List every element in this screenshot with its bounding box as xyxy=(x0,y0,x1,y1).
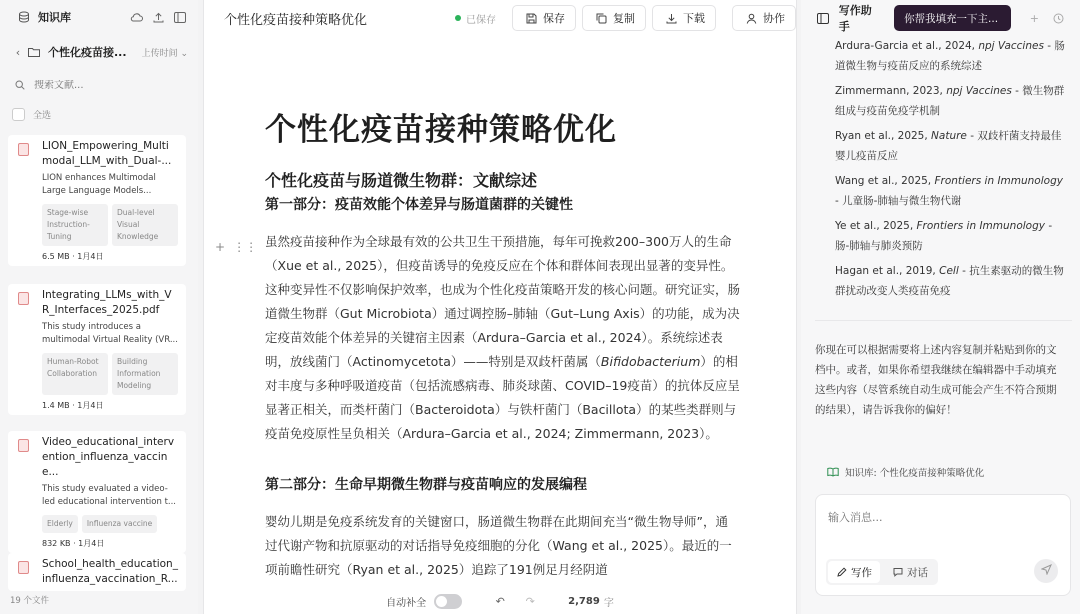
file-count: 19 个文件 xyxy=(10,596,50,606)
history-icon[interactable] xyxy=(1050,10,1066,26)
chevron-left-icon[interactable]: ‹ xyxy=(15,45,21,59)
book-icon xyxy=(825,464,841,480)
pdf-file-icon xyxy=(18,143,29,156)
file-card[interactable] xyxy=(8,135,186,266)
doc-paragraph: 婴幼儿期是免疫系统发育的关键窗口，肠道微生物群在此期间充当“微生物导师”，通过代谢产物和抗原驱动的对话指导免疫细胞的分化（Wang et al., 2025）。最近的一项前瞻性研究（Ryan et al., 2025）追踪了191例足月经阴道 xyxy=(265,514,732,577)
undo-icon[interactable]: ↶ xyxy=(495,594,505,608)
cloud-icon[interactable] xyxy=(128,9,144,25)
mode-chat-button[interactable]: 对话 xyxy=(884,561,936,583)
file-title: School_health_education_influenza_vaccination_R... xyxy=(42,558,178,585)
file-description: This study evaluated a video-led educational intervention t... xyxy=(42,484,177,507)
word-count: 2,789 xyxy=(568,595,600,607)
divider xyxy=(815,320,1072,321)
select-all-label: 全选 xyxy=(33,110,52,121)
sidebar-header xyxy=(0,0,198,34)
reference-item: Ardura-Garcia et al., 2024, npj Vaccines - 肠道微生物与疫苗反应的系统综述 xyxy=(835,40,1065,72)
file-card[interactable] xyxy=(8,431,186,553)
pdf-file-icon xyxy=(18,292,29,305)
conversation-tab[interactable]: 你帮我填充一下主... xyxy=(894,5,1010,31)
reference-item: Ye et al., 2025, Frontiers in Immunology - 肠-肺轴与肺炎预防 xyxy=(835,220,1053,252)
document-title[interactable]: 个性化疫苗接种策略优化 xyxy=(224,12,368,28)
autofill-toggle[interactable] xyxy=(434,594,462,609)
file-tag: Dual-level Visual Knowledge xyxy=(112,204,178,246)
reference-item: Wang et al., 2025, Frontiers in Immunology - 儿童肠-肺轴与微生物代谢 xyxy=(835,175,1063,207)
autofill-label: 自动补全 xyxy=(386,597,427,609)
file-tag: Stage-wise Instruction-Tuning xyxy=(42,204,108,246)
pdf-file-icon xyxy=(18,561,29,574)
kb-name: 个性化疫苗接... xyxy=(48,46,127,59)
file-meta: 6.5 MB · 1月4日 xyxy=(42,252,104,261)
file-card[interactable] xyxy=(8,284,186,415)
knowledge-sidebar xyxy=(0,0,198,614)
search-bar xyxy=(0,70,198,100)
mode-switch xyxy=(826,559,938,585)
file-tag: Elderly xyxy=(42,515,78,533)
doc-paragraph: 虽然疫苗接种作为全球最有效的公共卫生干预措施，每年可挽救200–300万人的生命（Xue et al., 2025），但疫苗诱导的免疫反应在个体和群体间表现出显著的变异性。这种变异性不仅影响保护效率，也成为个性化疫苗策略开发的核心问题。研究证实，肠道微生物群（Gut Microbiota）通过调控肠–肺轴（Gut–Lung Axis）的功能，成为决定疫苗效能个体差异的关键宿主因素（Ardura–Garcia et al., 2024）。系统综述表明，放线菌门（Actinomycetota）——特别是双歧杆菌属（Bifidobacterium）的相对丰度与多种呼吸道疫苗（包括流感病毒、肺炎球菌、COVID–19疫苗）的抗体反应呈显著正相关，而类杆菌门（Bacteroidota）与铁杆菌门（Bacillota）的某些类群则与疫苗免疫原性呈负相关（Ardura–Garcia et al., 2024; Zimmermann, 2023）。 xyxy=(265,234,741,441)
mode-write-button[interactable]: 写作 xyxy=(828,561,880,583)
copy-button[interactable]: 复制 xyxy=(582,5,646,31)
file-meta: 832 KB · 1月4日 xyxy=(42,539,105,548)
file-title: Video_educational_intervention_influenza_vaccine... xyxy=(42,436,175,478)
search-input[interactable] xyxy=(34,80,184,91)
word-count-unit: 字 xyxy=(603,597,614,609)
chat-icon xyxy=(892,564,904,580)
reference-item: Hagan et al., 2019, Cell - 抗生素驱动的微生物群扰动改变人类疫苗免疫 xyxy=(835,265,1064,297)
save-status: 已保存 xyxy=(455,11,496,26)
file-tag: Human-Robot Collaboration xyxy=(42,353,108,395)
save-button[interactable]: 保存 xyxy=(512,5,576,31)
assistant-title: 写作助手 xyxy=(838,4,872,33)
file-tag: Building Information Modeling xyxy=(112,353,178,395)
save-icon xyxy=(523,10,539,26)
file-description: LION enhances Multimodal Large Language Models... xyxy=(42,173,156,196)
file-title: Integrating_LLMs_with_VR_Interfaces_2025.pdf xyxy=(42,289,172,316)
download-button[interactable]: 下载 xyxy=(652,5,716,31)
select-all-checkbox[interactable] xyxy=(12,108,25,121)
select-all-row[interactable] xyxy=(0,100,198,128)
user-icon xyxy=(743,10,759,26)
saved-dot xyxy=(455,15,461,21)
doc-heading-3: 第一部分：疫苗效能个体差异与肠道菌群的关键性 xyxy=(265,197,573,213)
sort-dropdown[interactable]: 上传时间 ⌄ xyxy=(141,48,188,59)
assistant-panel xyxy=(801,0,1080,614)
send-icon xyxy=(1041,564,1052,578)
reference-list xyxy=(801,36,1080,301)
file-meta: 1.4 MB · 1月4日 xyxy=(42,401,104,410)
assistant-message: 你现在可以根据需要将上述内容复制并粘贴到你的文档中。或者，如果你希望我继续在编辑器中手动填充这些内容（尽管系统自动生成可能会产生不符合预期的结果），请告诉我你的偏好！ xyxy=(815,344,1057,416)
redo-icon[interactable]: ↷ xyxy=(525,594,535,608)
folder-icon xyxy=(26,44,42,60)
file-tag: Influenza vaccine xyxy=(82,515,157,533)
message-composer xyxy=(815,494,1071,596)
knowledge-base-reference[interactable]: 知识库: 个性化疫苗接种策略优化 xyxy=(825,464,984,480)
database-icon xyxy=(16,9,32,25)
editor-panel xyxy=(203,0,797,614)
collapse-sidebar-icon[interactable] xyxy=(172,9,188,25)
download-icon xyxy=(663,10,679,26)
pdf-file-icon xyxy=(18,439,29,452)
reference-item: Zimmermann, 2023, npj Vaccines - 微生物群组成与疫苗免疫学机制 xyxy=(835,85,1065,117)
block-gutter xyxy=(215,240,257,254)
file-description: This study introduces a multimodal Virtual Reality (VR... xyxy=(42,322,178,345)
send-button[interactable] xyxy=(1034,559,1058,583)
plus-icon[interactable]: + xyxy=(1029,11,1039,25)
file-title: LION_Empowering_Multimodal_LLM_with_Dual-... xyxy=(42,140,172,167)
editor-toolbar xyxy=(204,0,796,36)
add-block-icon[interactable]: + xyxy=(215,240,226,254)
assistant-header xyxy=(801,0,1080,36)
kb-selector[interactable] xyxy=(0,34,198,70)
chevron-down-icon: ⌄ xyxy=(180,48,188,59)
document-body[interactable] xyxy=(265,106,740,582)
copy-icon xyxy=(593,10,609,26)
drag-handle-icon[interactable]: ⋮⋮ xyxy=(233,240,258,254)
panel-toggle-icon[interactable] xyxy=(815,10,831,26)
sidebar-title: 知识库 xyxy=(38,11,71,24)
doc-heading-2: 个性化疫苗与肠道微生物群：文献综述 xyxy=(265,171,538,190)
collaborate-button[interactable]: 协作 xyxy=(732,5,796,31)
search-icon xyxy=(12,77,28,93)
message-input[interactable] xyxy=(828,509,1058,549)
pen-icon xyxy=(836,564,848,580)
doc-heading-3: 第二部分：生命早期微生物群与疫苗响应的发展编程 xyxy=(265,477,587,493)
reference-item: Ryan et al., 2025, Nature - 双歧杆菌支持最佳婴儿疫苗反应 xyxy=(835,130,1062,162)
editor-statusbar xyxy=(204,588,796,614)
file-card[interactable] xyxy=(8,553,186,591)
doc-heading-1: 个性化疫苗接种策略优化 xyxy=(265,112,617,148)
upload-icon[interactable] xyxy=(150,9,166,25)
